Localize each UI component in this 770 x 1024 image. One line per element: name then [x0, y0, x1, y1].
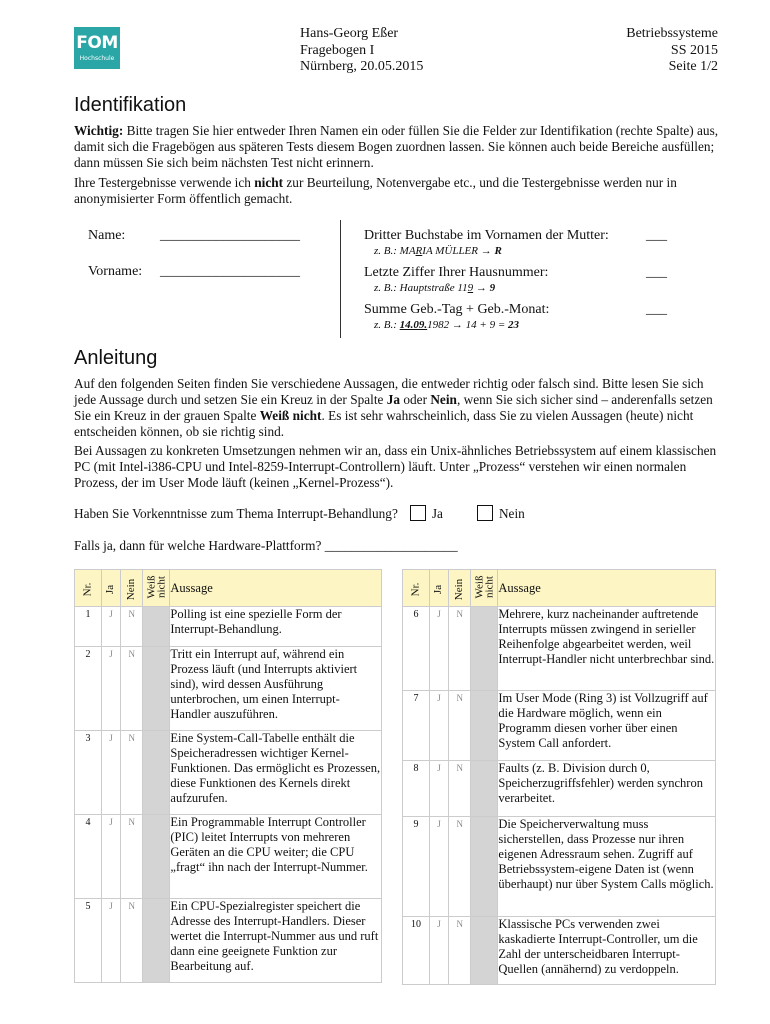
- ja-cell[interactable]: J: [102, 647, 121, 731]
- table-row: [403, 691, 716, 761]
- weiss-nicht-cell[interactable]: [143, 731, 170, 815]
- name-label: Name:: [88, 228, 126, 243]
- statement-text: Die Speicherverwaltung muss sicherstellen, dass Prozesse nur ihren eigenen Adressraum sehen. Zugriff auf Betriebssystem-eigene Daten ist (wenn überhaupt) nur über System Calls möglich.: [498, 817, 716, 917]
- row-number: 3: [75, 731, 102, 815]
- header-aussage: Aussage: [498, 570, 716, 607]
- p2-b: nicht: [254, 175, 284, 190]
- row-number: 4: [75, 815, 102, 899]
- house-number-label: Letzte Ziffer Ihrer Hausnummer:: [364, 265, 549, 280]
- row-number: 7: [403, 691, 430, 761]
- table-row: [75, 731, 382, 815]
- mother-letter-blank[interactable]: ___: [646, 228, 667, 243]
- nein-cell[interactable]: N: [121, 647, 143, 731]
- term: SS 2015: [670, 42, 718, 58]
- header-weiss-nicht: Weiß nicht: [143, 570, 170, 607]
- weiss-nicht-cell[interactable]: [471, 761, 498, 817]
- name-field[interactable]: [88, 228, 300, 244]
- header-weiss-nicht: Weiß nicht: [471, 570, 498, 607]
- ja-cell[interactable]: J: [430, 817, 449, 917]
- table-row: [403, 607, 716, 691]
- nein-label: Nein: [498, 506, 525, 521]
- row-number: 6: [403, 607, 430, 691]
- ident-heading: Identifikation: [74, 94, 187, 116]
- nein-cell[interactable]: N: [449, 917, 471, 985]
- birthday-sum-blank[interactable]: ___: [646, 302, 667, 317]
- nein-cell[interactable]: N: [449, 761, 471, 817]
- row-number: 9: [403, 817, 430, 917]
- weiss-nicht-cell[interactable]: [471, 817, 498, 917]
- statement-text: Eine System-Call-Tabelle enthält die Speicheradressen wichtiger Kernel-Funktionen. Das ermöglicht es Prozessen, diese Funktionen des Kernels direkt aufzurufen.: [170, 731, 382, 815]
- row-number: 8: [403, 761, 430, 817]
- header-nein: Nein: [121, 570, 143, 607]
- p2-c: zur Beurteilung, Notenvergabe etc., und die Testergebnisse werden nur in anonymisierter Form öffentlich gemacht.: [74, 175, 677, 206]
- table-row: [403, 917, 716, 985]
- page-number: Seite 1/2: [668, 59, 718, 74]
- table-row: [403, 761, 716, 817]
- ja-cell[interactable]: J: [430, 761, 449, 817]
- house-number-example: z. B.: Hauptstraße 119 → 9: [374, 282, 496, 294]
- nein-cell[interactable]: N: [121, 899, 143, 983]
- row-number: 2: [75, 647, 102, 731]
- header-ja: Ja: [430, 570, 449, 607]
- row-number: 5: [75, 899, 102, 983]
- statements-table-left: [74, 569, 382, 983]
- course-name: Betriebssysteme: [626, 26, 718, 41]
- header-aussage: Aussage: [170, 570, 382, 607]
- header-nr: Nr.: [75, 570, 102, 607]
- statement-text: Im User Mode (Ring 3) ist Vollzugriff auf die Hardware möglich, wenn ein Programm diesen vorher über einen System Call anfordert.: [498, 691, 716, 761]
- house-number-field: [364, 265, 548, 294]
- author: Hans-Georg Eßer: [300, 26, 399, 41]
- table-header-row: [75, 570, 382, 607]
- p2-a: Ihre Testergebnisse verwende ich: [74, 175, 255, 190]
- nein-cell[interactable]: N: [449, 817, 471, 917]
- ident-paragraph-2: [74, 175, 720, 207]
- ident-divider: [340, 220, 341, 338]
- ja-cell[interactable]: J: [430, 607, 449, 691]
- table-row: [403, 817, 716, 917]
- table-row: [75, 607, 382, 647]
- name-line[interactable]: ____________________: [160, 228, 300, 243]
- statement-text: Ein Programmable Interrupt Controller (PIC) leitet Interrupts von mehreren Geräten an die CPU weiter; die CPU „fragt“ ihn nach der Interrupt-Nummer.: [170, 815, 382, 899]
- prior-knowledge-question: [74, 505, 525, 522]
- house-number-blank[interactable]: ___: [646, 265, 667, 280]
- table-row: [75, 899, 382, 983]
- ja-cell[interactable]: J: [102, 815, 121, 899]
- weiss-nicht-cell[interactable]: [143, 815, 170, 899]
- weiss-nicht-cell[interactable]: [143, 647, 170, 731]
- header-nr: Nr.: [403, 570, 430, 607]
- document-title: Fragebogen I: [300, 42, 375, 58]
- statement-text: Faults (z. B. Division durch 0, Speicherzugriffsfehler) werden synchron verarbeitet.: [498, 761, 716, 817]
- ja-cell[interactable]: J: [430, 917, 449, 985]
- vorname-line[interactable]: ____________________: [160, 264, 300, 279]
- anleitung-paragraph-2: Bei Aussagen zu konkreten Umsetzungen nehmen wir an, dass ein Unix-ähnliches Betriebssystem auf einem klassischen PC (mit Intel-i386-CPU und Intel-8259-Interrupt-Controllern) läuft. Unter „Prozess“ verstehen wir einen normalen Prozess, der im User Mode läuft (keinen „Kernel-Prozess“).: [74, 443, 717, 490]
- anleitung-paragraph-1: Auf den folgenden Seiten finden Sie verschiedene Aussagen, die entweder richtig oder falsch sind. Bitte lesen Sie sich jede Aussage durch und setzen Sie ein Kreuz in der Spalte Ja oder Nein, wenn Sie sich sicher sind – anderenfalls setzen Sie ein Kreuz in der grauen Spalte Weiß nicht. Es ist sehr wahrscheinlich, dass Sie zu vielen Aussagen (heute) nicht entscheiden können, ob sie richtig sind.: [74, 376, 713, 439]
- vorname-field[interactable]: [88, 264, 300, 280]
- nein-cell[interactable]: N: [449, 607, 471, 691]
- header-center: [300, 26, 423, 76]
- row-number: 1: [75, 607, 102, 647]
- nein-checkbox[interactable]: [477, 505, 493, 521]
- nein-cell[interactable]: N: [121, 607, 143, 647]
- table-header-row: [403, 570, 716, 607]
- birthday-sum-label: Summe Geb.-Tag + Geb.-Monat:: [364, 302, 550, 317]
- ident-paragraph-1: [74, 123, 720, 171]
- platform-question[interactable]: Falls ja, dann für welche Hardware-Plattform? ____________________: [74, 538, 458, 553]
- mother-letter-label: Dritter Buchstabe im Vornamen der Mutter:: [364, 228, 609, 243]
- table-row: [75, 647, 382, 731]
- fom-logo: [74, 27, 120, 69]
- mother-letter-field: [364, 228, 609, 257]
- wichtig-text: Bitte tragen Sie hier entweder Ihren Namen ein oder füllen Sie die Felder zur Identifikation (rechte Spalte) aus, damit sich die Fragebögen aus späteren Tests diesem Bogen zuordnen lassen. Sie können auch beide Bereiche ausfüllen; dann müssen Sie sich beim nächsten Test nicht erinnern.: [74, 123, 719, 170]
- statement-text: Tritt ein Interrupt auf, während ein Prozess läuft (und Interrupts aktiviert sind), wird dessen Ausführung unterbrochen, um einen Interrupt- Handler auszuführen.: [170, 647, 382, 731]
- ja-label: Ja: [431, 506, 443, 521]
- statement-text: Polling ist eine spezielle Form der Interrupt-Behandlung.: [170, 607, 382, 647]
- weiss-nicht-cell[interactable]: [143, 607, 170, 647]
- statement-text: Mehrere, kurz nacheinander auftretende Interrupts müssen zwingend in serieller Reihenfolge abgearbeitet werden, weil Interrupt-Handler nicht unterbrechbar sind.: [498, 607, 716, 691]
- vorname-label: Vorname:: [88, 264, 143, 279]
- ja-cell[interactable]: J: [430, 691, 449, 761]
- ja-cell[interactable]: J: [102, 607, 121, 647]
- place-date: Nürnberg, 20.05.2015: [300, 59, 424, 74]
- birthday-sum-field: [364, 302, 549, 331]
- birthday-sum-example: z. B.: 14.09.1982 → 14 + 9 = 23: [374, 319, 520, 331]
- nein-cell[interactable]: N: [121, 731, 143, 815]
- anleitung-heading: Anleitung: [74, 347, 158, 369]
- header-nein: Nein: [449, 570, 471, 607]
- logo-text: FOM: [76, 33, 118, 53]
- nein-cell[interactable]: N: [121, 815, 143, 899]
- ja-checkbox[interactable]: [410, 505, 426, 521]
- header-right: [626, 26, 718, 76]
- statement-text: Ein CPU-Spezialregister speichert die Adresse des Interrupt-Handlers. Dieser wertet die Interrupt-Nummer aus und ruft dann eine geeignete Funktion zur Bearbeitung auf.: [170, 899, 382, 983]
- weiss-nicht-cell[interactable]: [471, 607, 498, 691]
- statement-text: Klassische PCs verwenden zwei kaskadierte Interrupt-Controller, um die Zahl der unterscheidbaren Interrupt-Quellen (annähernd) zu verdoppeln.: [498, 917, 716, 985]
- nein-cell[interactable]: N: [449, 691, 471, 761]
- weiss-nicht-cell[interactable]: [143, 899, 170, 983]
- wichtig-label: Wichtig:: [74, 123, 124, 138]
- table-row: [75, 815, 382, 899]
- prior-knowledge-label: Haben Sie Vorkenntnisse zum Thema Interrupt-Behandlung?: [74, 506, 398, 521]
- header-ja: Ja: [102, 570, 121, 607]
- mother-letter-example: z. B.: MARIA MÜLLER → R: [374, 245, 502, 257]
- row-number: 10: [403, 917, 430, 985]
- weiss-nicht-cell[interactable]: [471, 691, 498, 761]
- weiss-nicht-cell[interactable]: [471, 917, 498, 985]
- logo-subtext: Hochschule: [79, 55, 115, 62]
- statements-table-right: [402, 569, 716, 985]
- ja-cell[interactable]: J: [102, 899, 121, 983]
- ja-cell[interactable]: J: [102, 731, 121, 815]
